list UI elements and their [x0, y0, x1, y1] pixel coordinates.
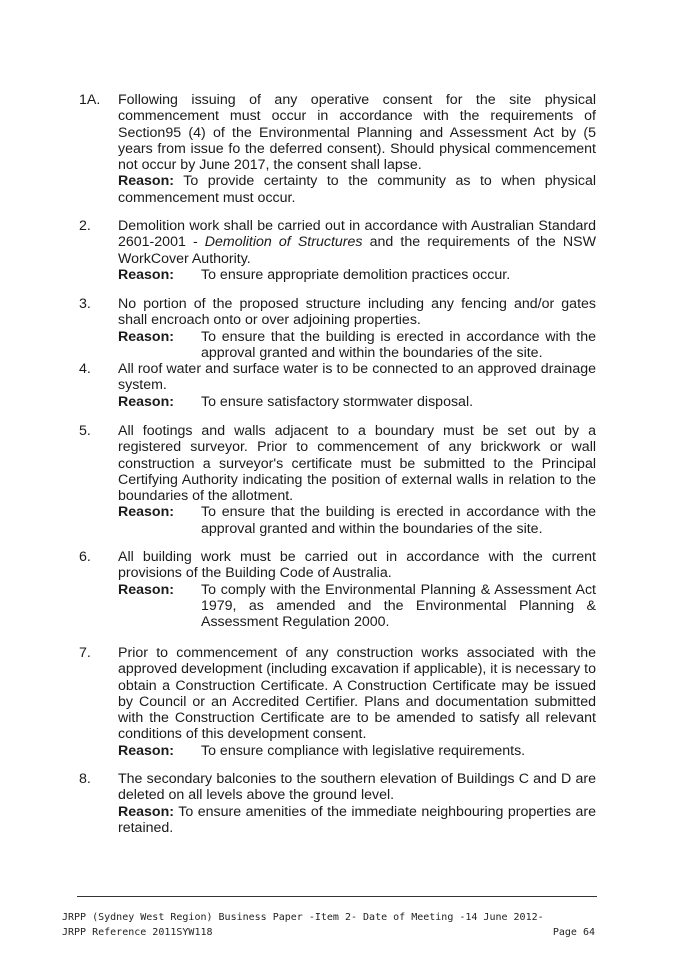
reason-label: Reason: — [118, 328, 174, 345]
reason-label: Reason: — [118, 504, 174, 521]
condition-text-part: and the requirements of the NSW WorkCover Authority. — [118, 234, 596, 267]
reason-label: Reason: — [118, 803, 174, 820]
condition-number: 4. — [79, 361, 91, 377]
reason-label: Reason: — [118, 393, 174, 410]
reason-label: Reason: — [118, 173, 174, 190]
condition-text: No portion of the proposed structure including any fencing and/or gates shall encroach onto or over adjoining properties. — [118, 296, 596, 329]
reason-text: To ensure amenities of the immediate neighbouring properties are retained. — [118, 803, 596, 836]
condition-text: The secondary balconies to the southern elevation of Buildings C and D are deleted on all levels above the ground level. — [118, 771, 596, 804]
condition-text: All building work must be carried out in accordance with the current provisions of the Building Code of Australia. — [118, 549, 596, 582]
page-number: Page 64 — [552, 927, 595, 938]
condition-reason — [118, 582, 596, 631]
condition-number: 2. — [79, 218, 91, 234]
reason-text: To provide certainty to the community as to when physical commencement must occur. — [118, 173, 596, 206]
condition-7 — [79, 645, 596, 759]
footer-meeting-line: JRPP (Sydney West Region) Business Paper -Item 2- Date of Meeting -14 June 2012- — [62, 912, 544, 923]
footer-divider — [77, 896, 597, 897]
reason-label: Reason: — [118, 266, 174, 283]
condition-number: 8. — [79, 771, 91, 787]
footer-reference-line: JRPP Reference 2011SYW118 — [62, 927, 213, 938]
condition-reason — [118, 394, 596, 410]
condition-reason — [118, 329, 596, 362]
condition-text: All roof water and surface water is to be connected to an approved drainage system. — [118, 361, 596, 394]
reason-label: Reason: — [118, 742, 174, 759]
condition-reason — [118, 504, 596, 537]
reason-text: To comply with the Environmental Planning & Assessment Act 1979, as amended and the Environmental Planning & Assessment Regulation 2000. — [201, 581, 596, 631]
condition-reason — [118, 804, 596, 837]
condition-5 — [79, 423, 596, 537]
reason-text: To ensure satisfactory stormwater disposal. — [201, 393, 474, 410]
condition-3 — [79, 296, 596, 361]
condition-text: Prior to commencement of any construction works associated with the approved development (including excavation if applicable), it is necessary to obtain a Construction Certificate. A Construction Certificate may be issued by Council or an Accredited Certifier. Plans and documentation submitted with the Construction Certificate are to be amended to satisfy all relevant conditions of this development consent. — [118, 645, 596, 743]
condition-4 — [79, 361, 596, 410]
standard-title: Demolition of Structures — [204, 234, 363, 251]
reason-text: To ensure compliance with legislative requirements. — [201, 742, 526, 759]
condition-number: 5. — [79, 423, 91, 439]
condition-8 — [79, 771, 596, 836]
reason-text: To ensure appropriate demolition practices occur. — [201, 266, 511, 283]
condition-6 — [79, 549, 596, 630]
condition-number: 1A. — [79, 92, 101, 108]
reason-text: To ensure that the building is erected in accordance with the approval granted and within the boundaries of the site. — [201, 504, 596, 537]
condition-text: All footings and walls adjacent to a boundary must be set out by a registered surveyor. Prior to commencement of any brickwork or wall construction a surveyor's certificate must be submitted to the Principal Certifying Authority indicating the position of external walls in relation to the boundaries of the allotment. — [118, 423, 596, 505]
reason-text: To ensure that the building is erected in accordance with the approval granted and within the boundaries of the site. — [201, 328, 596, 361]
condition-text-part: Demolition work shall be carried out in accordance with Australian Standard 2601-2001 - — [118, 218, 596, 251]
condition-number: 7. — [79, 645, 91, 661]
condition-text: Following issuing of any operative consent for the site physical commencement must occur in accordance with the requirements of Section95 (4) of the Environmental Planning and Assessment Act by (5 years from issue fo the deferred consent). Should physical commencement not occur by June 2017, the consent shall lapse. — [118, 92, 596, 174]
condition-text — [118, 218, 596, 267]
condition-reason — [118, 743, 596, 759]
reason-label: Reason: — [118, 581, 174, 598]
condition-2 — [79, 218, 596, 283]
condition-number: 3. — [79, 296, 91, 312]
condition-reason — [118, 173, 596, 206]
condition-1a — [79, 92, 596, 206]
condition-reason — [118, 267, 596, 283]
condition-number: 6. — [79, 549, 91, 565]
